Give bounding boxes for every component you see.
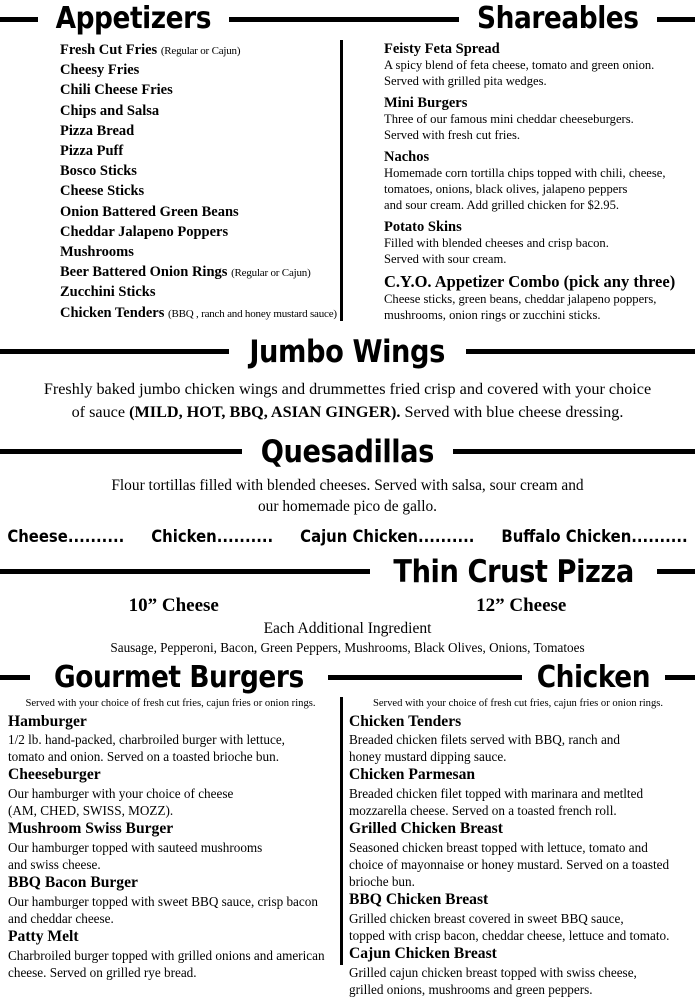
pizza-size-10-inch[interactable]: 10” Cheese bbox=[0, 595, 348, 617]
list-item[interactable] bbox=[349, 890, 689, 944]
list-item[interactable] bbox=[384, 218, 695, 267]
section-title-thin-crust-pizza: Thin Crust Pizza bbox=[387, 557, 640, 587]
item-name: Mushroom Swiss Burger bbox=[8, 819, 333, 839]
item-name: Nachos bbox=[384, 148, 695, 166]
list-item[interactable] bbox=[384, 148, 695, 213]
list-item[interactable] bbox=[349, 944, 689, 998]
list-item[interactable] bbox=[8, 765, 333, 819]
item-desc-line: Breaded chicken filets served with BBQ, ranch and bbox=[349, 731, 689, 748]
item-desc-line: Our hamburger topped with sweet BBQ sauce, crisp bacon bbox=[8, 893, 333, 910]
item-note: (BBQ , ranch and honey mustard sauce) bbox=[168, 308, 337, 320]
description-line bbox=[18, 401, 677, 424]
item-name: Grilled Chicken Breast bbox=[349, 819, 689, 839]
item-note: (Regular or Cajun) bbox=[231, 267, 311, 279]
item-name: Cheesy Fries bbox=[60, 62, 139, 78]
item-desc-line: mushrooms, onion rings or zucchini sticks. bbox=[384, 308, 695, 324]
list-item[interactable] bbox=[8, 873, 333, 927]
section-header-shareables bbox=[341, 4, 695, 34]
item-desc-line: choice of mayonnaise or honey mustard. Served on a toasted bbox=[349, 856, 689, 873]
header-rule-left bbox=[0, 569, 370, 574]
list-item[interactable] bbox=[60, 122, 341, 142]
item-desc-line: Three of our famous mini cheddar cheeseburgers. bbox=[384, 112, 695, 128]
section-header-jumbo-wings bbox=[0, 337, 695, 367]
pizza-size-row bbox=[0, 587, 695, 617]
item-name: Chicken Tenders bbox=[349, 712, 689, 732]
section-title-quesadillas: Quesadillas bbox=[255, 437, 440, 467]
column-divider bbox=[340, 697, 343, 965]
list-item[interactable] bbox=[60, 283, 341, 303]
list-item[interactable] bbox=[60, 41, 341, 61]
item-name: Hamburger bbox=[8, 712, 333, 732]
item-desc-line: and swiss cheese. bbox=[8, 856, 333, 873]
section-title-shareables: Shareables bbox=[471, 4, 645, 34]
item-desc-line: and cheddar cheese. bbox=[8, 910, 333, 927]
list-item[interactable] bbox=[60, 223, 341, 243]
quesadilla-option-buffalo-chicken[interactable]: Buffalo Chicken.......... bbox=[501, 527, 687, 546]
description-line: our homemade pico de gallo. bbox=[18, 496, 677, 518]
list-item[interactable] bbox=[8, 712, 333, 766]
chicken-column bbox=[341, 693, 695, 998]
item-desc-line: Seasoned chicken breast topped with lettuce, tomato and bbox=[349, 839, 689, 856]
item-desc-line: Charbroiled burger topped with grilled onions and american bbox=[8, 947, 333, 964]
item-name: Chicken Parmesan bbox=[349, 765, 689, 785]
item-desc-line: Grilled chicken breast covered in sweet BBQ sauce, bbox=[349, 910, 689, 927]
description-part: of sauce bbox=[72, 403, 130, 421]
item-desc-line: mozzarella cheese. Served on a toasted french roll. bbox=[349, 802, 689, 819]
sauce-options: (MILD, HOT, BBQ, ASIAN GINGER). bbox=[129, 403, 400, 421]
item-desc-line: grilled onions, mushrooms and green peppers. bbox=[349, 981, 689, 998]
item-desc-line: cheese. Served on grilled rye bread. bbox=[8, 964, 333, 981]
gourmet-burgers-column bbox=[0, 693, 341, 998]
item-name: Cheese Sticks bbox=[60, 183, 144, 199]
section-header-quesadillas bbox=[0, 437, 695, 467]
list-item[interactable] bbox=[60, 182, 341, 202]
appetizers-column bbox=[0, 34, 341, 329]
burgers-list bbox=[0, 712, 341, 982]
list-item[interactable] bbox=[384, 40, 695, 89]
list-item[interactable] bbox=[60, 61, 341, 81]
section-title-appetizers: Appetizers bbox=[49, 4, 217, 34]
section-header-chicken bbox=[341, 663, 695, 693]
list-item[interactable] bbox=[384, 272, 695, 323]
section-title-chicken: Chicken bbox=[531, 663, 657, 693]
header-rule-right bbox=[453, 449, 695, 454]
item-name: Pizza Bread bbox=[60, 123, 134, 139]
item-desc-line: Our hamburger topped with sauteed mushrooms bbox=[8, 839, 333, 856]
header-rule-left bbox=[0, 449, 242, 454]
jumbo-wings-description bbox=[0, 367, 695, 424]
appetizers-shareables-columns bbox=[0, 34, 695, 329]
pizza-additional-ingredient-label: Each Additional Ingredient bbox=[0, 617, 695, 638]
item-desc-line: tomatoes, onions, black olives, jalapeno peppers bbox=[384, 182, 695, 198]
item-desc-line: Filled with blended cheeses and crisp bacon. bbox=[384, 236, 695, 252]
item-desc-line: topped with crisp bacon, cheddar cheese, lettuce and tomato. bbox=[349, 927, 689, 944]
item-desc-line: (AM, CHED, SWISS, MOZZ). bbox=[8, 802, 333, 819]
list-item[interactable] bbox=[60, 162, 341, 182]
header-rule-left bbox=[0, 17, 38, 22]
item-desc-line: honey mustard dipping sauce. bbox=[349, 748, 689, 765]
list-item[interactable] bbox=[60, 304, 341, 324]
item-desc-line: 1/2 lb. hand-packed, charbroiled burger with lettuce, bbox=[8, 731, 333, 748]
quesadilla-option-cajun-chicken[interactable]: Cajun Chicken.......... bbox=[300, 527, 474, 546]
item-name: Zucchini Sticks bbox=[60, 284, 155, 300]
item-desc-line: A spicy blend of feta cheese, tomato and green onion. bbox=[384, 58, 695, 74]
item-name: Beer Battered Onion Rings bbox=[60, 264, 227, 280]
section-title-jumbo-wings: Jumbo Wings bbox=[244, 337, 452, 367]
burgers-served-note: Served with your choice of fresh cut fries, cajun fries or onion rings. bbox=[0, 693, 341, 712]
header-rule-left bbox=[0, 349, 229, 354]
item-name: Pizza Puff bbox=[60, 143, 123, 159]
quesadilla-options-row bbox=[35, 518, 661, 546]
item-name: Cheddar Jalapeno Poppers bbox=[60, 224, 228, 240]
item-name: Chicken Tenders bbox=[60, 305, 164, 321]
shareables-list bbox=[341, 34, 695, 324]
item-name: Onion Battered Green Beans bbox=[60, 204, 239, 220]
section-jumbo-wings bbox=[0, 329, 695, 424]
item-name: Fresh Cut Fries bbox=[60, 42, 157, 58]
item-name: Bosco Sticks bbox=[60, 163, 137, 179]
quesadilla-option-cheese[interactable]: Cheese.......... bbox=[7, 527, 124, 546]
section-header-gourmet-burgers bbox=[0, 663, 341, 693]
description-line: Flour tortillas filled with blended cheeses. Served with salsa, sour cream and bbox=[18, 475, 677, 497]
item-name: BBQ Bacon Burger bbox=[8, 873, 333, 893]
list-item[interactable] bbox=[384, 94, 695, 143]
quesadillas-description bbox=[0, 467, 695, 518]
section-quesadillas bbox=[0, 424, 695, 546]
header-rule-right bbox=[328, 675, 341, 680]
item-name: Chips and Salsa bbox=[60, 103, 159, 119]
header-rule-left bbox=[341, 17, 459, 22]
item-name: Chili Cheese Fries bbox=[60, 82, 173, 98]
section-header-appetizers bbox=[0, 4, 341, 34]
item-name: Potato Skins bbox=[384, 218, 695, 236]
item-desc-line: Served with grilled pita wedges. bbox=[384, 74, 695, 90]
item-name: Feisty Feta Spread bbox=[384, 40, 695, 58]
item-name: Patty Melt bbox=[8, 927, 333, 947]
quesadilla-option-chicken[interactable]: Chicken.......... bbox=[151, 527, 273, 546]
section-header-thin-crust-pizza bbox=[0, 557, 695, 587]
list-item[interactable] bbox=[349, 765, 689, 819]
appetizers-list bbox=[0, 34, 341, 324]
list-item[interactable] bbox=[8, 819, 333, 873]
list-item[interactable] bbox=[60, 142, 341, 162]
item-desc-line: Homemade corn tortilla chips topped with chili, cheese, bbox=[384, 166, 695, 182]
item-name: Cajun Chicken Breast bbox=[349, 944, 689, 964]
pizza-size-12-inch[interactable]: 12” Cheese bbox=[348, 595, 695, 617]
item-name: BBQ Chicken Breast bbox=[349, 890, 689, 910]
item-desc-line: Breaded chicken filet topped with marinara and metlted bbox=[349, 785, 689, 802]
list-item[interactable] bbox=[60, 263, 341, 283]
column-divider bbox=[340, 40, 343, 321]
header-rule-right bbox=[466, 349, 695, 354]
item-desc-line: tomato and onion. Served on a toasted brioche bun. bbox=[8, 748, 333, 765]
item-desc-line: brioche bun. bbox=[349, 873, 689, 890]
header-rule-left bbox=[341, 675, 522, 680]
item-desc-line: Served with sour cream. bbox=[384, 252, 695, 268]
item-desc-line: Served with fresh cut fries. bbox=[384, 128, 695, 144]
item-desc-line: Grilled cajun chicken breast topped with swiss cheese, bbox=[349, 964, 689, 981]
chicken-list bbox=[341, 712, 695, 998]
item-note: (Regular or Cajun) bbox=[161, 45, 241, 57]
item-name: C.Y.O. Appetizer Combo (pick any three) bbox=[384, 272, 695, 292]
item-name: Mini Burgers bbox=[384, 94, 695, 112]
burgers-chicken-columns bbox=[0, 693, 695, 998]
chicken-served-note: Served with your choice of fresh cut fries, cajun fries or onion rings. bbox=[341, 693, 695, 712]
list-item[interactable] bbox=[8, 927, 333, 981]
section-thin-crust-pizza bbox=[0, 546, 695, 656]
item-desc-line: Our hamburger with your choice of cheese bbox=[8, 785, 333, 802]
list-item[interactable] bbox=[349, 712, 689, 766]
description-line: Freshly baked jumbo chicken wings and drummettes fried crisp and covered with your choice bbox=[18, 378, 677, 401]
header-rule-left bbox=[0, 675, 30, 680]
item-desc-line: and sour cream. Add grilled chicken for $2.95. bbox=[384, 198, 695, 214]
header-rule-right bbox=[665, 675, 695, 680]
list-item[interactable] bbox=[60, 102, 341, 122]
header-rule-right bbox=[229, 17, 341, 22]
shareables-column bbox=[341, 34, 695, 329]
header-row-appetizers-shareables bbox=[0, 0, 695, 34]
list-item[interactable] bbox=[60, 81, 341, 101]
list-item[interactable] bbox=[349, 819, 689, 890]
section-title-gourmet-burgers: Gourmet Burgers bbox=[48, 663, 310, 693]
header-rule-right bbox=[657, 17, 695, 22]
item-name: Cheeseburger bbox=[8, 765, 333, 785]
list-item[interactable] bbox=[60, 243, 341, 263]
item-name: Mushrooms bbox=[60, 244, 134, 260]
header-row-burgers-chicken bbox=[0, 656, 695, 693]
pizza-toppings-list: Sausage, Pepperoni, Bacon, Green Peppers, Mushrooms, Black Olives, Onions, Tomatoes bbox=[0, 638, 695, 656]
description-part: Served with blue cheese dressing. bbox=[400, 403, 623, 421]
item-desc-line: Cheese sticks, green beans, cheddar jalapeno poppers, bbox=[384, 292, 695, 308]
list-item[interactable] bbox=[60, 203, 341, 223]
header-rule-right bbox=[657, 569, 695, 574]
